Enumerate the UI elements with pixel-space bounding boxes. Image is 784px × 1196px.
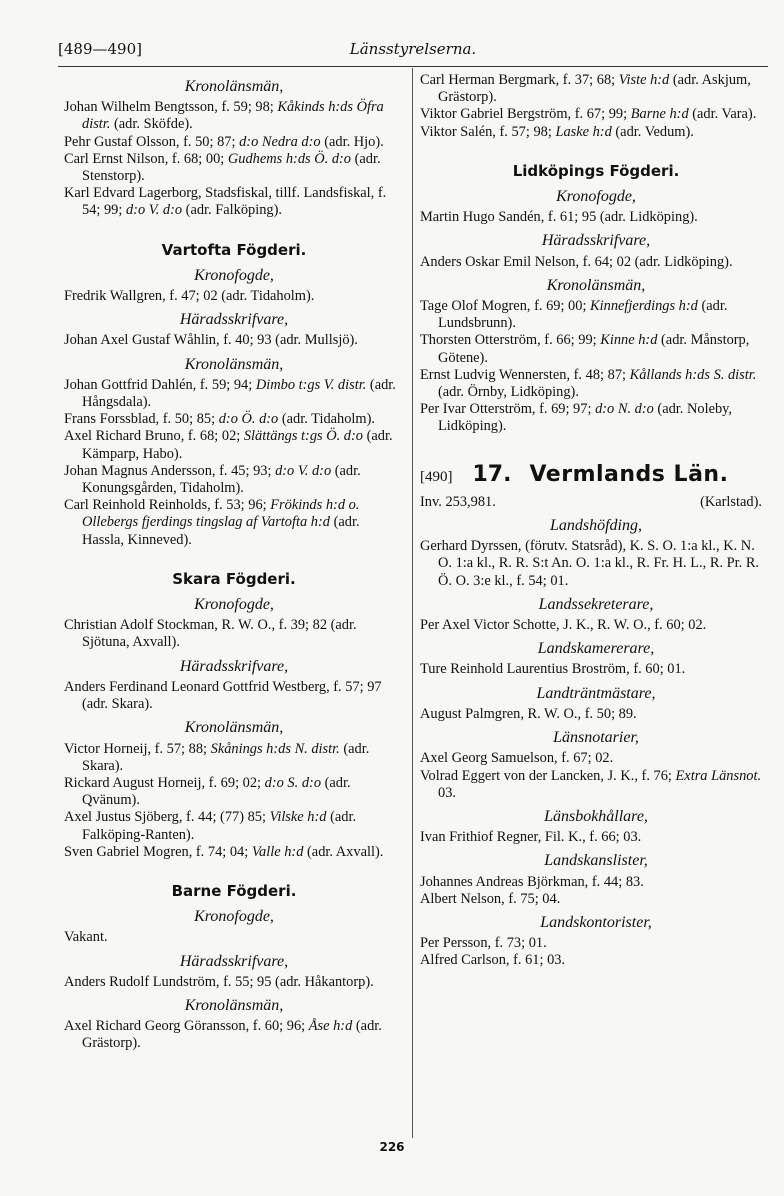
entry: Anders Ferdinand Leonard Gottfrid Westberg, f. 57; 97 (adr. Skara). [64, 678, 382, 713]
entry-list [64, 99, 404, 219]
section-label: Kronofogde, [556, 188, 636, 206]
entry: Carl Ernst Nilson, f. 68; 00; Gudhems h:ds Ö. d:o (adr. Stenstorp). [64, 150, 381, 185]
entry: Axel Georg Samuelson, f. 67; 02. [420, 750, 614, 767]
entry: Pehr Gustaf Olsson, f. 50; 87; d:o Nedra d:o (adr. Hjo). [64, 133, 384, 150]
entry: Albert Nelson, f. 75; 04. [420, 890, 561, 907]
entry: Alfred Carlson, f. 61; 03. [420, 952, 566, 969]
entry-list [64, 1018, 404, 1052]
section-label: Länsbokhållare, [544, 807, 648, 825]
section-label: Länsnotarier, [553, 729, 639, 747]
district-name: d:o V. d:o [125, 202, 183, 219]
entry: Vakant. [64, 929, 108, 946]
entry: Ernst Ludvig Wennersten, f. 48; 87; Kållands h:ds S. distr. (adr. Örnby, Lidköping). [420, 366, 757, 401]
section-label: Kronofogde, [194, 908, 274, 926]
entry: Thorsten Otterström, f. 66; 99; Kinne h:d (adr. Månstorp, Götene). [420, 332, 750, 366]
inhabitants-row [420, 494, 762, 511]
column-divider [412, 68, 413, 1138]
section-label: Kronolänsmän, [184, 996, 284, 1014]
fogderi-heading: Barne Fögderi. [171, 881, 297, 900]
section-label: Kronolänsmän, [546, 276, 646, 294]
section-label: Landskamererare, [537, 640, 655, 658]
entry: Axel Richard Georg Göransson, f. 60; 96; Åse h:d (adr. Grästorp). [64, 1018, 382, 1052]
entry: Johan Axel Gustaf Wåhlin, f. 40; 93 (adr. Mullsjö). [64, 332, 358, 349]
section-label: Kronolänsmän, [184, 719, 284, 737]
entry: Viktor Gabriel Bergström, f. 67; 99; Barne h:d (adr. Vara). [420, 106, 757, 123]
section-label: Kronofogde, [194, 266, 274, 284]
entry: Carl Reinhold Reinholds, f. 53; 96; Frökinds h:d o. Ollebergs fjerdings tingslag af Vartofta h:d (adr. Hassla, Kinneved). [64, 497, 360, 548]
county-seat: (Karlstad). [700, 493, 762, 510]
entry: Volrad Eggert von der Lancken, J. K., f. 76; Extra Länsnot. 03. [420, 767, 762, 801]
district-name: Åse h:d [308, 1018, 353, 1035]
district-name: d:o S. d:o [264, 774, 322, 791]
entry: Johan Magnus Andersson, f. 45; 93; d:o V. d:o (adr. Konungsgården, Tidaholm). [64, 462, 361, 497]
section-label: Häradsskrifvare, [179, 952, 289, 970]
entry: Christian Adolf Stockman, R. W. O., f. 39; 82 (adr. Sjötuna, Axvall). [64, 617, 357, 651]
entry: Johan Wilhelm Bengtsson, f. 59; 98; Kåkinds h:ds Öfra distr. (adr. Sköfde). [64, 99, 384, 133]
district-name: d:o Nedra d:o [239, 133, 321, 150]
entry: Per Persson, f. 73; 01. [420, 935, 547, 952]
lan-heading [420, 461, 772, 487]
entry: Karl Edvard Lagerborg, Stadsfiskal, tillf. Landsfiskal, f. 54; 99; d:o V. d:o (adr. Falköping). [64, 185, 387, 219]
entry-list [64, 741, 404, 861]
district-name: Viste h:d [618, 72, 670, 88]
fogderi-heading: Vartofta Fögderi. [161, 240, 307, 259]
district-name: Laske h:d [555, 123, 612, 140]
entry: Rickard August Horneij, f. 69; 02; d:o S. d:o (adr. Qvänum). [64, 774, 351, 809]
district-name: d:o N. d:o [595, 401, 654, 418]
page-header [58, 40, 768, 64]
entry: Ivan Frithiof Regner, Fil. K., f. 66; 03. [420, 829, 642, 846]
inhabitants: Inv. 253,981. [420, 493, 496, 510]
district-name: Skånings h:ds N. distr. [210, 740, 340, 757]
district-name: Frökinds h:d o. Ollebergs fjerdings tingslag af Vartofta h:d [82, 497, 360, 531]
entry: Anders Oskar Emil Nelson, f. 64; 02 (adr. Lidköping). [420, 253, 733, 270]
entry: Anders Rudolf Lundström, f. 55; 95 (adr. Håkantorp). [64, 973, 374, 990]
district-name: Vilske h:d [269, 809, 327, 826]
district-name: Extra Länsnot. [675, 767, 762, 784]
section-label: Kronofogde, [194, 596, 274, 614]
running-title: Länsstyrelserna. [349, 40, 477, 58]
left-column [64, 72, 404, 1053]
district-name: Dimbo t:gs V. distr. [255, 376, 367, 393]
section-label: Häradsskrifvare, [541, 232, 651, 250]
district-name: Kåkinds h:ds Öfra distr. [82, 99, 384, 133]
entry: August Palmgren, R. W. O., f. 50; 89. [420, 705, 637, 722]
fogderi-heading: Lidköpings Fögderi. [512, 161, 680, 180]
entry: Tage Olof Mogren, f. 69; 00; Kinnefjerdings h:d (adr. Lundsbrunn). [420, 298, 728, 332]
entry-list [420, 72, 772, 141]
header-rule [58, 66, 768, 67]
district-name: Valle h:d [251, 843, 304, 860]
entry: Sven Gabriel Mogren, f. 74; 04; Valle h:d (adr. Axvall). [64, 843, 384, 860]
district-name: Slättängs t:gs Ö. d:o [243, 428, 363, 445]
fogderi-heading: Skara Fögderi. [172, 569, 296, 588]
entry: Axel Richard Bruno, f. 68; 02; Slättängs t:gs Ö. d:o (adr. Kämparp, Habo). [64, 428, 393, 462]
section-label: Häradsskrifvare, [179, 657, 289, 675]
entry: Per Ivar Otterström, f. 69; 97; d:o N. d:o (adr. Noleby, Lidköping). [420, 401, 733, 435]
section-label: Landssekreterare, [538, 595, 654, 613]
section-label: Landshöfding, [549, 517, 642, 535]
section-label: Häradsskrifvare, [179, 311, 289, 329]
district-name: d:o Ö. d:o [218, 411, 279, 428]
page-marker: [490] [420, 468, 453, 485]
district-name: d:o V. d:o [275, 462, 332, 479]
lan-sections [420, 517, 772, 969]
district-name: Gudhems h:ds Ö. d:o [227, 150, 351, 167]
entry: Carl Herman Bergmark, f. 37; 68; Viste h:d (adr. Askjum, Grästorp). [420, 72, 751, 106]
entry-list [420, 298, 772, 436]
district-name: Barne h:d [630, 106, 689, 123]
entry: Axel Justus Sjöberg, f. 44; (77) 85; Vilske h:d (adr. Falköping-Ranten). [64, 809, 357, 843]
district-name: Kinnefjerdings h:d [590, 298, 698, 315]
entry-list [64, 377, 404, 549]
section-label: Landskontorister, [540, 913, 652, 931]
entry: Victor Horneij, f. 57; 88; Skånings h:ds N. distr. (adr. Skara). [64, 740, 370, 774]
entry: Martin Hugo Sandén, f. 61; 95 (adr. Lidköping). [420, 209, 698, 226]
entry: Viktor Salén, f. 57; 98; Laske h:d (adr. Vedum). [420, 123, 694, 140]
entry: Ture Reinhold Laurentius Broström, f. 60; 01. [420, 661, 686, 678]
entry: Fredrik Wallgren, f. 47; 02 (adr. Tidaholm). [64, 288, 315, 305]
lan-number: 17. [472, 461, 512, 487]
lan-title: Vermlands Län. [529, 461, 729, 487]
section-label: Landträntmästare, [536, 684, 656, 702]
entry: Frans Forssblad, f. 50; 85; d:o Ö. d:o (adr. Tidaholm). [64, 411, 376, 428]
section-label: Kronolänsmän, [184, 78, 284, 95]
entry: Johannes Andreas Björkman, f. 44; 83. [420, 873, 644, 890]
entry: Per Axel Victor Schotte, J. K., R. W. O., f. 60; 02. [420, 617, 707, 634]
entry: Johan Gottfrid Dahlén, f. 59; 94; Dimbo t:gs V. distr. (adr. Hångsdala). [64, 376, 396, 411]
section-label: Kronolänsmän, [184, 355, 284, 373]
right-column [420, 72, 772, 970]
page-range: [489—490] [58, 40, 142, 58]
page-number: 226 [379, 1140, 405, 1154]
district-name: Kållands h:ds S. distr. [629, 366, 757, 383]
entry: Gerhard Dyrssen, (förutv. Statsråd), K. S. O. 1:a kl., K. N. O. 1:a kl., R. R. S:t An. O. 1:a kl., R. Fr. H. L., R. Pr. R. Ö. O. 3:e kl., f. 54; 01. [420, 538, 760, 589]
section-label: Landskanslister, [544, 852, 648, 870]
district-name: Kinne h:d [600, 332, 658, 349]
